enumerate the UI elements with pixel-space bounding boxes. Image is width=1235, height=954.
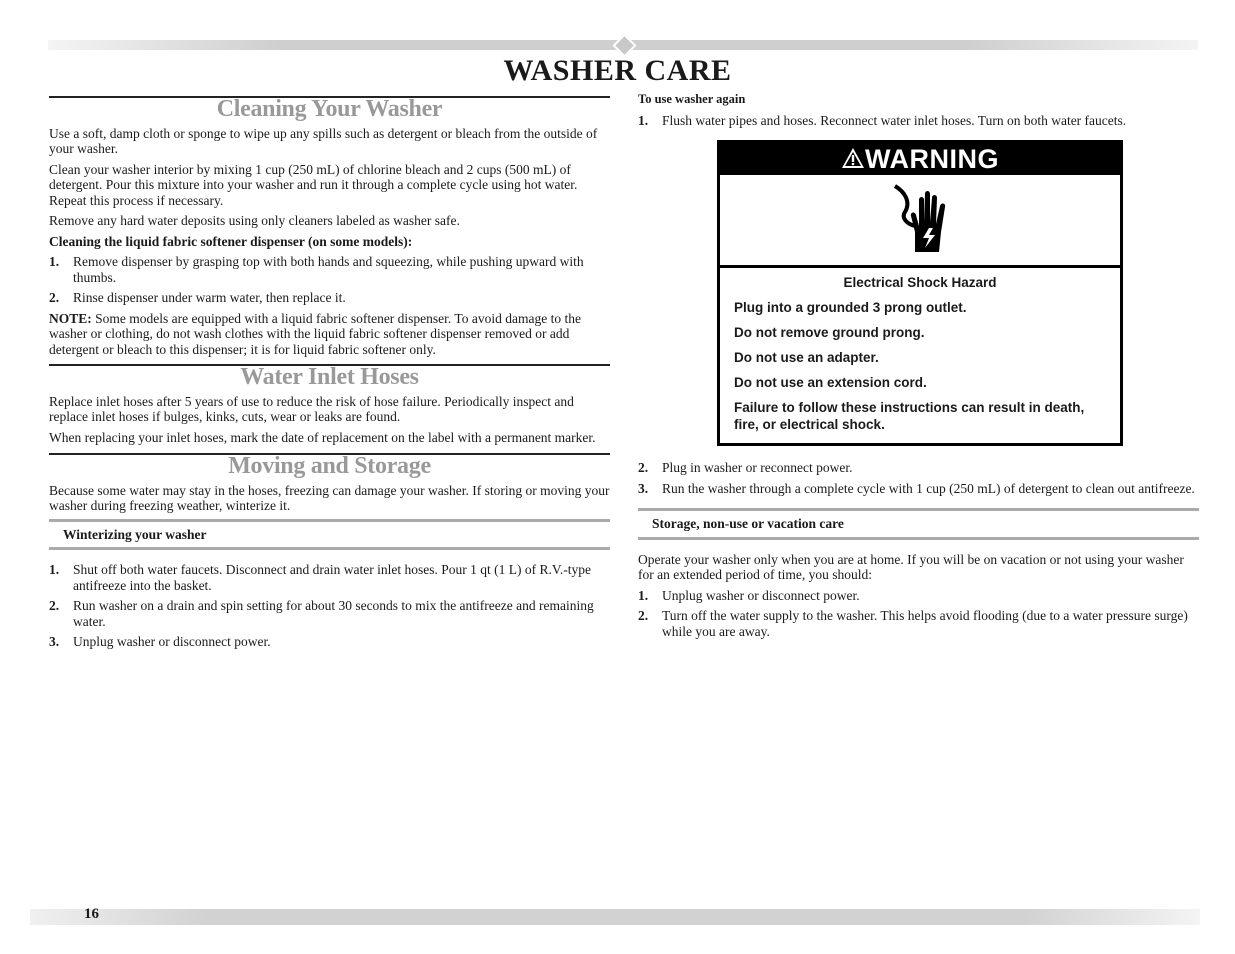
step-text: Rinse dispenser under warm water, then replace it. <box>73 290 346 305</box>
dispenser-subheading: Cleaning the liquid fabric softener dispenser (on some models): <box>49 233 413 249</box>
cleaning-paragraph-2: Clean your washer interior by mixing 1 cup (250 mL) of chlorine bleach and 2 cups (500 mL) of detergent. Pour this mixture into your washer and run it through a complete cycle using hot water. Repeat this process if necessary. <box>49 161 578 208</box>
warning-line: Do not use an extension cord. <box>734 375 927 390</box>
step-number: 3. <box>49 634 60 649</box>
list-item <box>638 113 1199 129</box>
list-item <box>49 598 610 629</box>
step-text: Shut off both water faucets. Disconnect and drain water inlet hoses. Pour 1 qt (1 L) of R.V.-type antifreeze into the basket. <box>73 562 592 593</box>
electric-shock-hand-icon <box>885 182 955 258</box>
hoses-paragraph-2: When replacing your inlet hoses, mark the date of replacement on the label with a permanent marker. <box>49 429 596 445</box>
moving-section <box>49 453 610 650</box>
step-number: 2. <box>638 460 649 475</box>
step-number: 2. <box>638 608 649 623</box>
page-number: 16 <box>84 906 99 922</box>
list-item <box>638 588 1199 604</box>
use-again-heading: To use washer again <box>638 92 746 106</box>
bottom-decorative-bar <box>30 909 1200 925</box>
step-text: Unplug washer or disconnect power. <box>662 587 860 603</box>
storage-steps <box>638 588 1199 640</box>
warning-body <box>720 268 1120 443</box>
hoses-section <box>49 364 610 445</box>
step-number: 2. <box>49 598 60 613</box>
cleaning-paragraph-3: Remove any hard water deposits using only cleaners labeled as washer safe. <box>49 213 460 228</box>
cleaning-heading: Cleaning Your Washer <box>216 96 443 122</box>
note-paragraph <box>49 311 610 358</box>
list-item <box>49 290 610 306</box>
moving-heading: Moving and Storage <box>228 453 431 479</box>
warning-title: WARNING <box>865 144 999 174</box>
cleaning-paragraph-1: Use a soft, damp cloth or sponge to wipe up any spills such as detergent or bleach from the outside of your washer. <box>49 125 598 156</box>
warning-line: Do not use an adapter. <box>734 350 879 365</box>
step-number: 1. <box>49 562 60 577</box>
warning-line: Plug into a grounded 3 prong outlet. <box>734 300 967 315</box>
note-label: NOTE: <box>49 310 92 326</box>
winterizing-heading: Winterizing your washer <box>49 519 610 551</box>
warning-triangle-icon <box>841 147 865 169</box>
step-number: 1. <box>49 254 60 269</box>
step-number: 3. <box>638 480 649 496</box>
step-text: Remove dispenser by grasping top with both hands and squeezing, while pushing upward with thumbs. <box>73 254 584 285</box>
step-text: Turn off the water supply to the washer. This helps avoid flooding (due to a water pressure surge) while you are away. <box>662 608 1188 639</box>
step-text: Flush water pipes and hoses. Reconnect water inlet hoses. Turn on both water faucets. <box>662 112 1127 128</box>
warning-box <box>717 140 1123 446</box>
list-item <box>49 562 610 593</box>
use-again-steps <box>638 113 1199 129</box>
warning-icon-area <box>720 175 1120 268</box>
left-column <box>49 96 610 655</box>
step-text: Plug in washer or reconnect power. <box>662 460 853 475</box>
list-item <box>638 481 1199 497</box>
warning-line: Failure to follow these instructions can result in death, fire, or electrical shock. <box>734 400 1085 432</box>
storage-heading: Storage, non-use or vacation care <box>638 508 1199 540</box>
step-number: 2. <box>49 290 60 305</box>
step-text: Run the washer through a complete cycle with 1 cup (250 mL) of detergent to clean out antifreeze. <box>662 480 1195 496</box>
dispenser-steps <box>49 254 610 306</box>
note-text: Some models are equipped with a liquid fabric softener dispenser. To avoid damage to the washer or clothing, do not wash clothes with the liquid fabric softener dispenser removed or add detergent or bleach to this dispenser; it is for liquid fabric softener only. <box>49 310 581 357</box>
list-item <box>49 254 610 285</box>
use-again-steps-continued <box>638 460 1199 496</box>
list-item <box>638 608 1199 639</box>
hoses-paragraph-1: Replace inlet hoses after 5 years of use to reduce the risk of hose failure. Periodically inspect and replace inlet hoses if bulges, kinks, cuts, wear or leaks are found. <box>49 393 574 424</box>
storage-paragraph: Operate your washer only when you are at home. If you will be on vacation or not using your washer for an extended period of time, you should: <box>638 551 1184 582</box>
step-number: 1. <box>638 112 649 128</box>
page-title: WASHER CARE <box>503 54 732 87</box>
list-item <box>49 634 610 650</box>
winterizing-steps <box>49 562 610 650</box>
step-text: Run washer on a drain and spin setting for about 30 seconds to mix the antifreeze and remaining water. <box>73 598 594 629</box>
step-number: 1. <box>638 587 649 603</box>
cleaning-section <box>49 96 610 357</box>
warning-line: Do not remove ground prong. <box>734 325 925 340</box>
moving-paragraph: Because some water may stay in the hoses, freezing can damage your washer. If storing or moving your washer during freezing weather, winterize it. <box>49 482 610 513</box>
hoses-heading: Water Inlet Hoses <box>240 364 419 390</box>
list-item <box>638 460 1199 476</box>
hazard-title: Electrical Shock Hazard <box>843 275 997 290</box>
step-text: Unplug washer or disconnect power. <box>73 634 271 649</box>
warning-header <box>720 143 1120 175</box>
right-column <box>638 92 1199 644</box>
